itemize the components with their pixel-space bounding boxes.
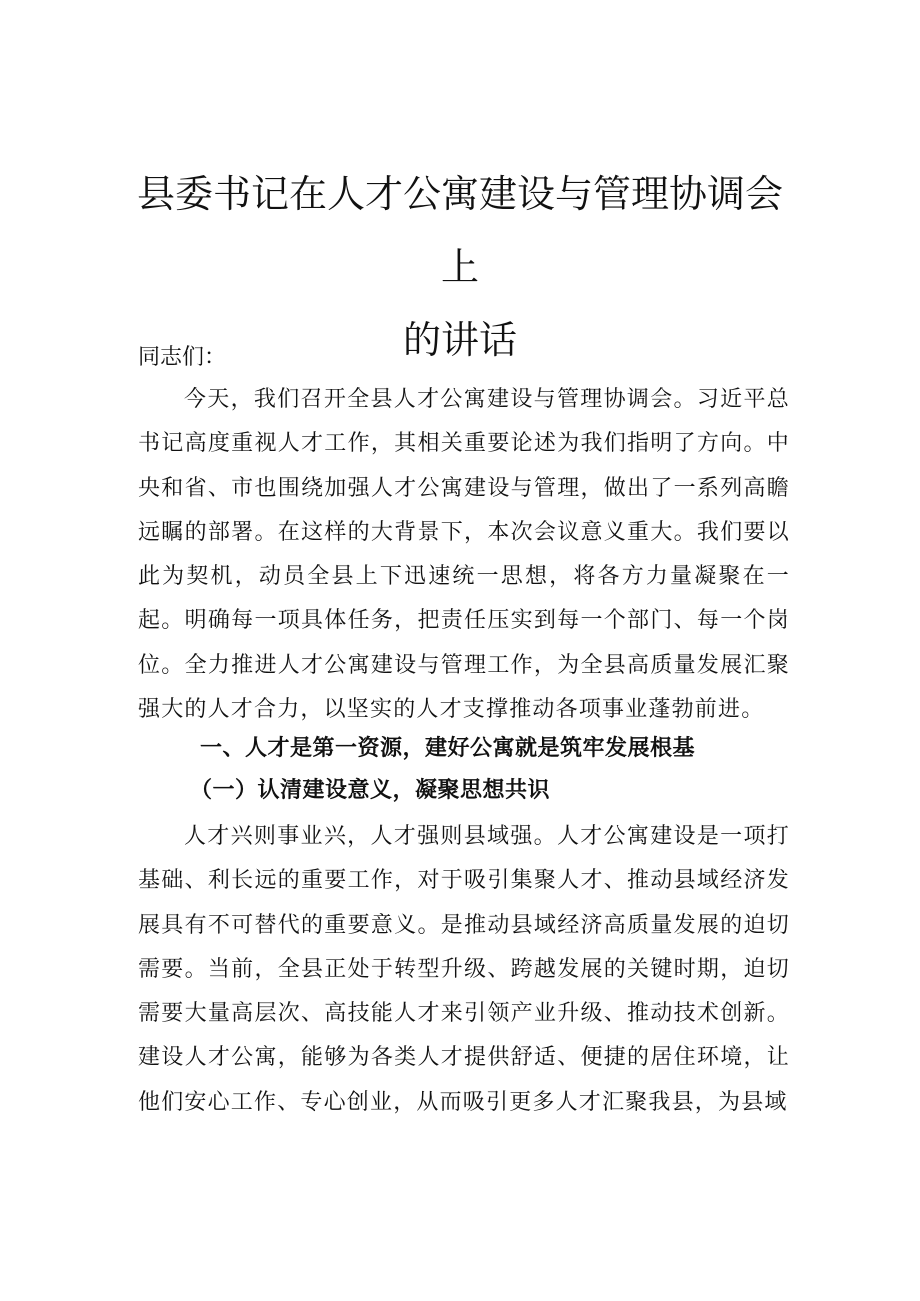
salutation: 同志们： xyxy=(138,345,227,370)
opening-paragraph: 今天，我们召开全县人才公寓建设与管理协调会。习近平总书记高度重视人才工作，其相关重要论述为我们指明了方向。中央和省、市也围绕加强人才公寓建设与管理，做出了一系列高瞻远瞩的部署。在这样的大背景下，本次会议意义重大。我们要以此为契机，动员全县上下迅速统一思想，将各方力量凝聚在一起。明确每一项具体任务，把责任压实到每一个部门、每一个岗位。全力推进人才公寓建设与管理工作，为全县高质量发展汇聚强大的人才合力，以坚实的人才支撑推动各项事业蓬勃前进。 xyxy=(138,387,790,723)
body-paragraph: 人才兴则事业兴，人才强则县域强。人才公寓建设是一项打基础、利长远的重要工作，对于吸引集聚人才、推动县域经济发展具有不可替代的重要意义。是推动县域经济高质量发展的迫切需要。当前，全县正处于转型升级、跨越发展的关键时期，迫切需要大量高层次、高技能人才来引领产业升级、推动技术创新。建设人才公寓，能够为各类人才提供舒适、便捷的居住环境，让他们安心工作、专心创业，从而吸引更多人才汇聚我县，为县域 xyxy=(138,824,790,1115)
title-line-1: 县委书记在人才公寓建设与管理协调会上 xyxy=(136,172,783,289)
section-heading: 一、人才是第一资源，建好公寓就是筑牢发展根基 xyxy=(200,735,696,761)
subsection-heading: （一）认清建设意义，凝聚思想共识 xyxy=(190,777,551,803)
title-line-2: 的讲话 xyxy=(402,318,517,362)
